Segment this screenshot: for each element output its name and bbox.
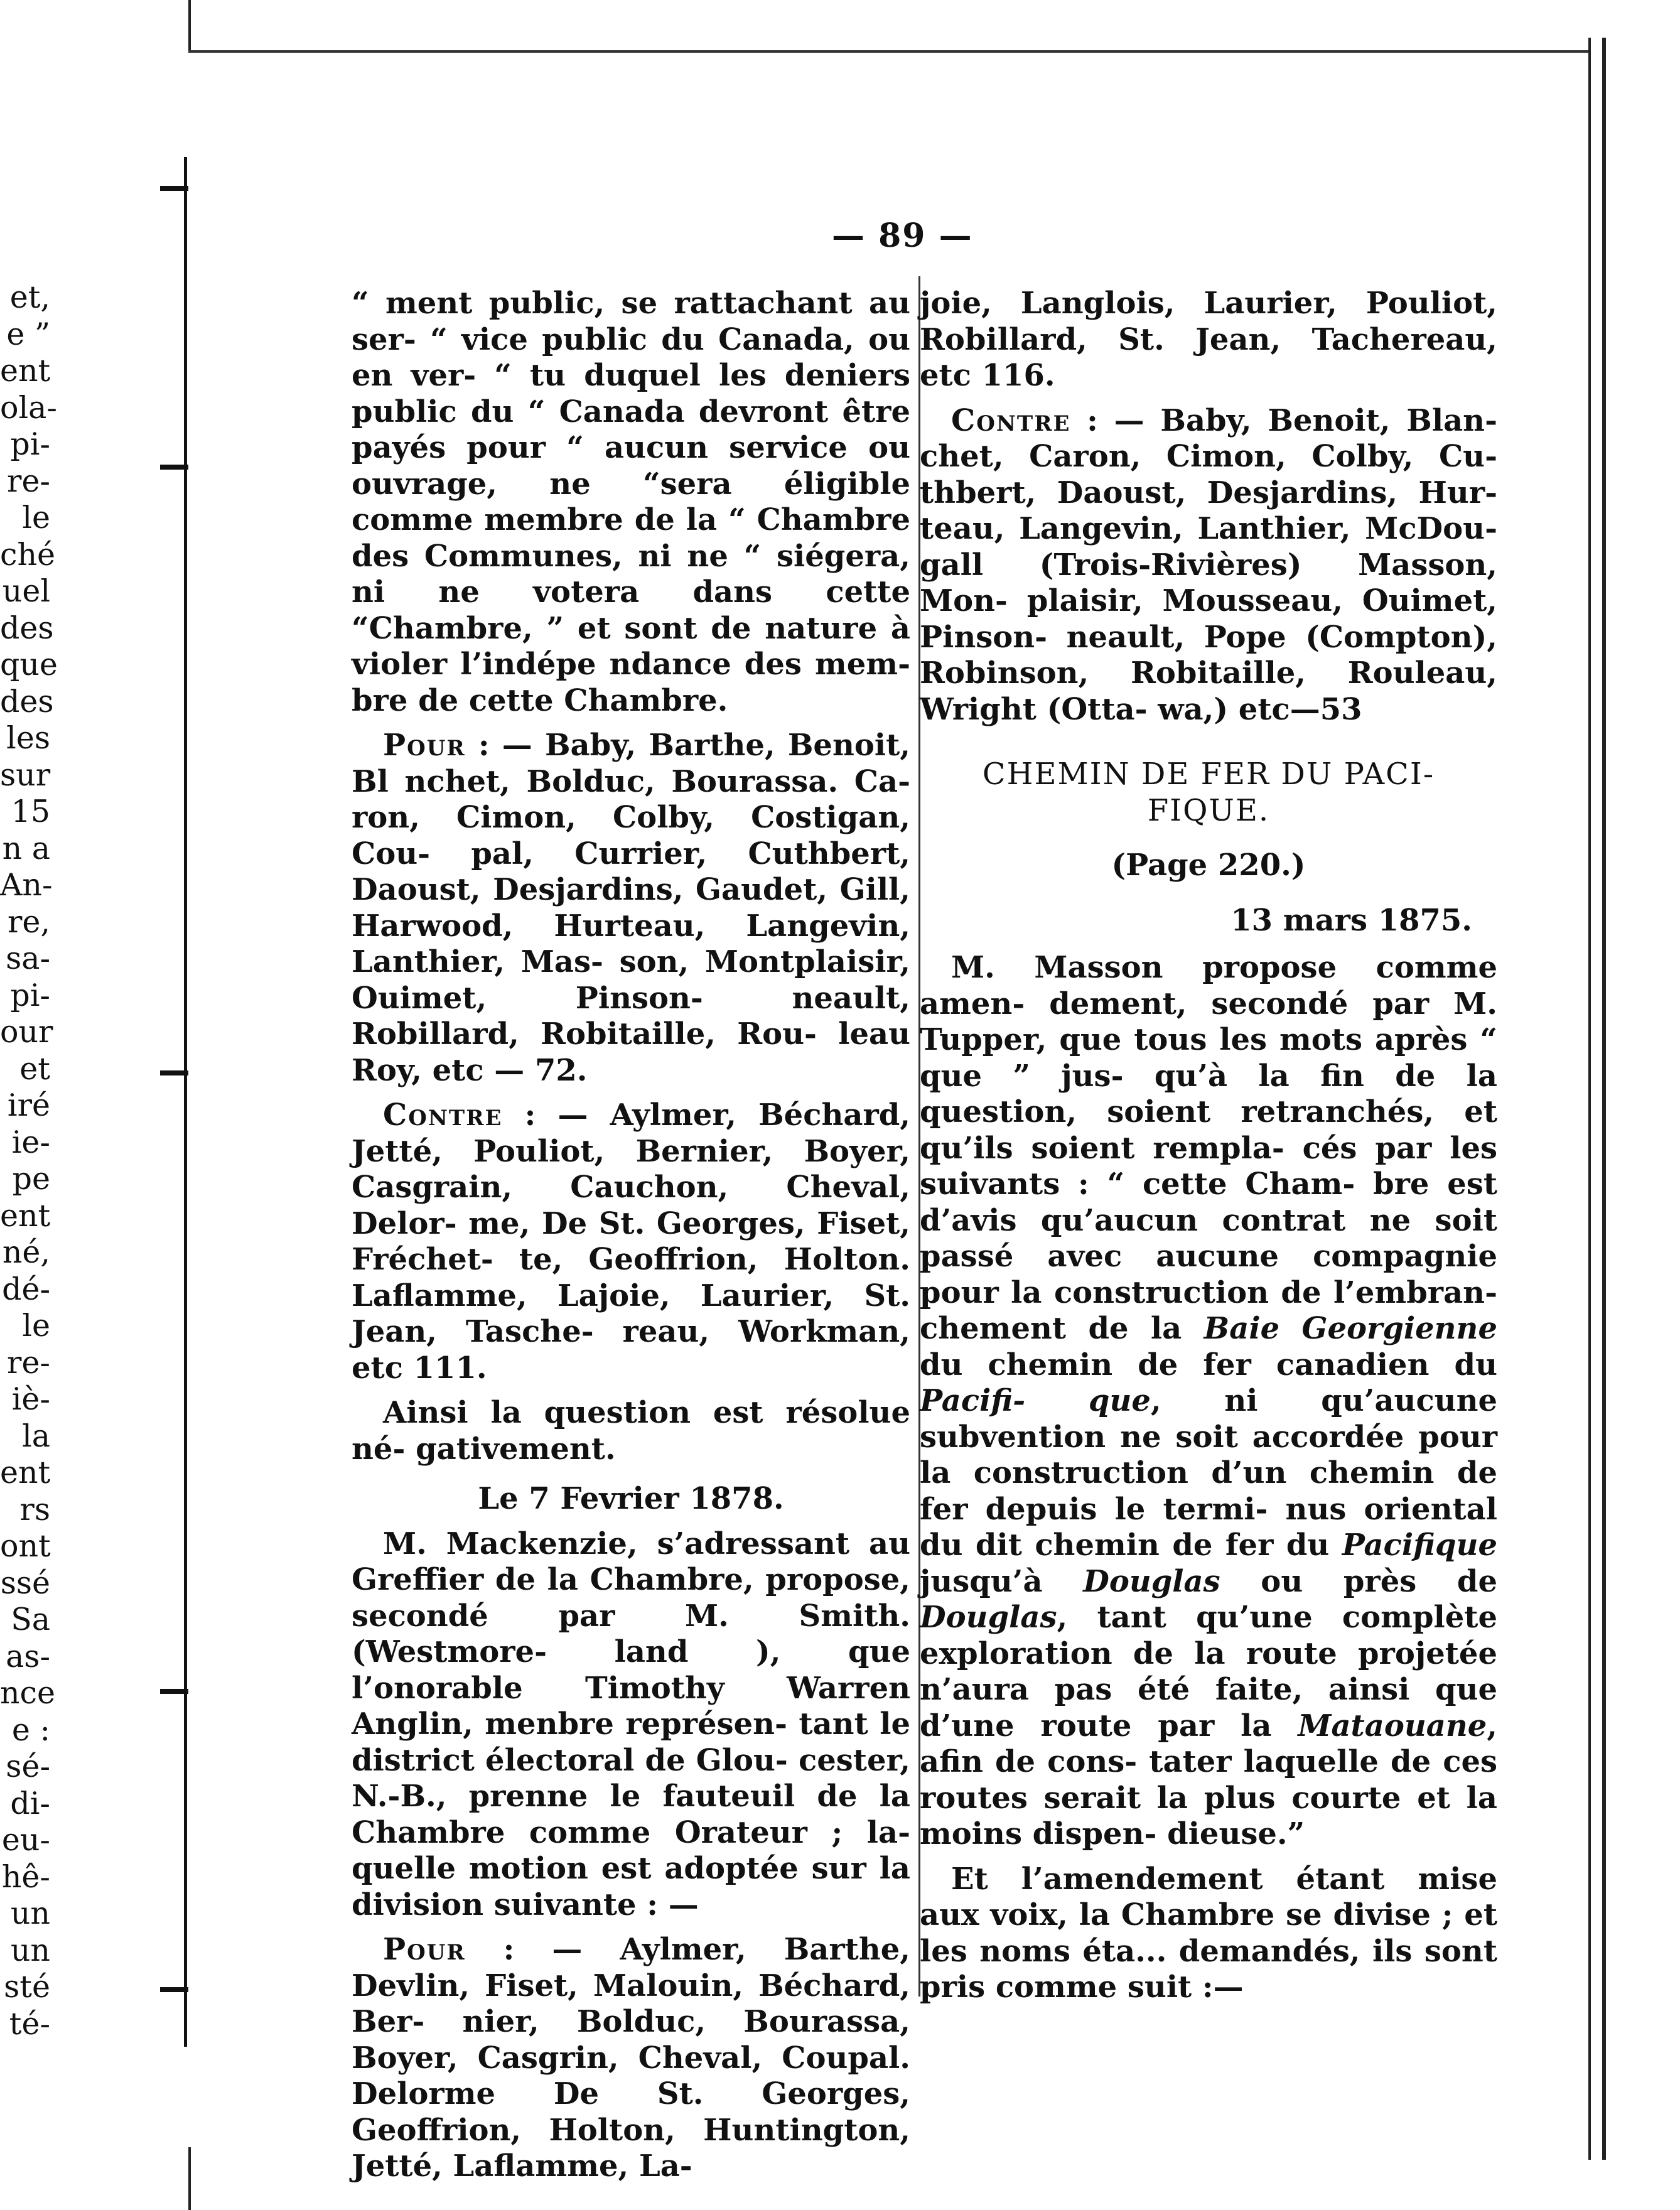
vote-contre-paragraph: [352, 1097, 910, 1386]
pour-label: Pour: [383, 728, 466, 763]
continued-names: joie, Langlois, Laurier, Pouliot, Robillard, St. Jean, Tachereau, etc 116.: [920, 286, 1497, 393]
amendment-italic-6: Mataouane: [1298, 1708, 1487, 1744]
result-paragraph: Ainsi la question est résolue né- gativement.: [352, 1395, 910, 1467]
amendment-text-1: M. Masson propose comme amen- dement, secondé par M. Tupper, que tous les mots après “ que ” jus- qu’à la fin de la question, soient retranchés, et qu’ils soient rempla- cés par les suivants : “ cette Cham- bre est d’avis qu’aucun contrat ne soit passé avec aucune compagnie pour la construction de l’embran- chement de la: [920, 950, 1497, 1346]
page-right-edge: [1588, 38, 1606, 2160]
right-column: [920, 286, 1497, 2015]
amendment-italic-3: Pacifique: [1342, 1528, 1497, 1563]
vote-pour-paragraph-2: [352, 1932, 910, 2185]
previous-page-text-fragments: et, e ” ent ola- pi- re- le ché uel des que des les sur 15 n a An- re, sa- pi- our et iré ie- pe ent né, dé- le re- iè- la ent rs ont ssé Sa as- nce e : sé- di- eu- hê- un un sté té-: [0, 279, 58, 2042]
date-heading: Le 7 Fevrier 1878.: [478, 1481, 784, 1516]
contre-names: : — Aylmer, Béchard, Jetté, Pouliot, Bernier, Boyer, Casgrain, Cauchon, Cheval, Delor- me, De St. Georges, Fiset, Fréchet- te, Geoffrion, Holton. Laflamme, Lajoie, Laurier, St. Jean, Tasche- reau, Workman, etc 111.: [352, 1097, 910, 1386]
contre-label-right: Contre: [951, 402, 1071, 438]
amendment-text-2: du chemin de fer canadien du: [920, 1347, 1497, 1383]
date-heading-right: 13 mars 1875.: [1230, 902, 1472, 938]
amendment-text-3: , ni qu’aucune subvention ne soit accordée pour la construction d’un chemin de fer depuis le termi- nus oriental du dit chemin de fer du: [920, 1383, 1497, 1563]
pour-names-2: : — Aylmer, Barthe, Devlin, Fiset, Malouin, Béchard, Ber- nier, Bolduc, Bourassa, Boyer, Casgrin, Cheval, Coupal. Delorme De St. Georges, Geoffrion, Holton, Huntington, Jetté, Laflamme, La-: [352, 1932, 910, 2184]
left-column: [352, 286, 910, 2194]
page-top-edge: [188, 50, 1588, 53]
division-paragraph: Et l’amendement étant mise aux voix, la Chambre se divise ; et les noms éta... demandés, ils sont pris comme suit :—: [920, 1861, 1497, 2005]
amendment-paragraph: [920, 950, 1497, 1853]
contre-label: Contre: [383, 1097, 503, 1133]
pour-label-2: Pour: [383, 1932, 466, 1967]
section-heading: CHEMIN DE FER DU PACI- FIQUE.: [982, 757, 1435, 828]
amendment-italic-5: Douglas: [920, 1600, 1057, 1635]
pour-names: : — Baby, Barthe, Benoit, Bl nchet, Bolduc, Bourassa. Ca- ron, Cimon, Colby, Costigan, Cou- pal, Currier, Cuthbert, Daoust, Desjardins, Gaudet, Gill, Harwood, Hurteau, Langevin, Lanthier, Mas- son, Montplaisir, Ouimet, Pinson- neault, Robillard, Robitaille, Rou- leau Roy, etc — 72.: [352, 728, 910, 1088]
previous-page-strip: [0, 0, 191, 2210]
page-binding-line: [184, 157, 187, 2047]
contre-names-right: : — Baby, Benoit, Blan- chet, Caron, Cimon, Colby, Cu- thbert, Daoust, Desjardins, Hur- teau, Langevin, Lanthier, McDou- gall (Trois-Rivières) Masson, Mon- plaisir, Mousseau, Ouimet, Pinson- neault, Pope (Compton), Robinson, Robitaille, Rouleau, Wright (Otta- wa,) etc—53: [920, 402, 1497, 727]
page-reference: (Page 220.): [1111, 848, 1306, 883]
vote-pour-paragraph: [352, 728, 910, 1089]
amendment-text-4: jusqu’à: [920, 1563, 1084, 1599]
amendment-text-6: , tant qu’une complète exploration de la route projetée n’aura pas été faite, ainsi que d’une route par la: [920, 1600, 1497, 1744]
amendment-italic-1: Baie Georgienne: [1203, 1311, 1497, 1346]
amendment-italic-2: Pacifi- que: [920, 1383, 1151, 1418]
motion-paragraph: M. Mackenzie, s’adressant au Greffier de la Chambre, propose, secondé par M. Smith. (Westmore- land ), que l’onorable Timothy Warren Anglin, menbre représen- tant le district électoral de Glou- cester, N.-B., prenne le fauteuil de la Chambre comme Orateur ; la- quelle motion est adoptée sur la division suivante : —: [352, 1526, 910, 1922]
amendment-italic-4: Douglas: [1083, 1563, 1220, 1599]
amendment-text-7: , afin de cons- tater laquelle de ces routes serait la plus courte et la moins dispen- dieuse.”: [920, 1708, 1497, 1852]
vote-contre-paragraph-right: [920, 403, 1497, 728]
page-number: — 89 —: [832, 217, 973, 255]
amendment-text-5: ou près de: [1220, 1563, 1497, 1599]
continued-paragraph: “ ment public, se rattachant au ser- “ vice public du Canada, ou en ver- “ tu duquel les deniers public du “ Canada devront être payés pour “ aucun service ou ouvrage, ne “sera éligible comme membre de la “ Chambre des Communes, ni ne “ siégera, ni ne votera dans cette “Chambre, ” et sont de nature à violer l’indépe ndance des mem- bre de cette Chambre.: [352, 286, 910, 718]
